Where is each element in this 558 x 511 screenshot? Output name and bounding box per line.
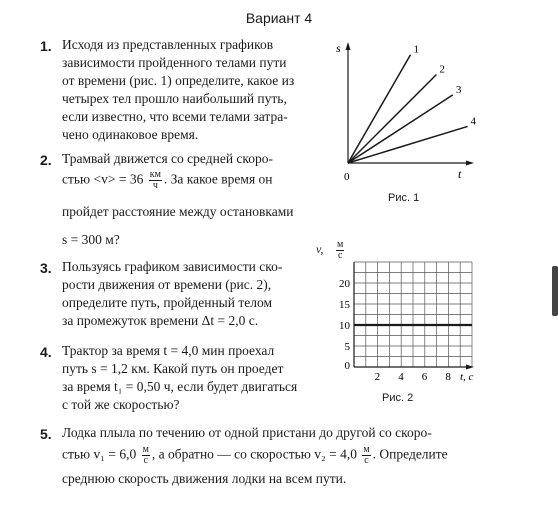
unit-denominator: с [143, 455, 148, 466]
problem-2-line-2 [62, 170, 273, 191]
problem-2-line-3: пройдет расстояние между остановками [62, 204, 294, 219]
y-tick-label: 20 [339, 278, 350, 290]
x-tick-label: 8 [445, 371, 451, 383]
problem-3-line: рости движения от времени (рис. 2), [62, 277, 272, 292]
variant-title: Вариант 4 [245, 10, 313, 26]
series-label: 4 [470, 115, 477, 128]
x-axis-label: t [458, 167, 462, 181]
problem-1-line: четырех тел прошло наибольший путь, [62, 91, 287, 106]
problem-3-line: определите путь, пройденный телом [62, 295, 273, 310]
scrollbar-thumb[interactable] [552, 266, 558, 316]
problem-5-line-2 [62, 445, 448, 466]
problem-5-number: 5. [40, 426, 52, 442]
problem-4-text [62, 342, 297, 414]
problem-2-text: стью <v> = 36 [62, 171, 144, 187]
problem-3-line: за промежуток времени Δt = 2,0 с. [62, 313, 259, 328]
problem-2-line-1: Трамвай движется со средней скоро- [62, 151, 274, 166]
unit-denominator: с [364, 455, 369, 466]
y-axis-label: s [336, 41, 341, 55]
problem-2-text: . За какое время он [163, 171, 273, 187]
problem-3-line: Пользуясь графиком зависимости ско- [62, 259, 283, 274]
problem-1-line: чено одинаковое время. [62, 127, 199, 142]
problem-1-text [62, 36, 294, 144]
figure-2-chart [320, 252, 490, 392]
speed-unit-fraction [362, 445, 370, 466]
x-tick-label: 2 [374, 371, 381, 383]
problem-4-line: путь s = 1,2 км. Какой путь он проедет [62, 361, 284, 376]
figure-2-caption: Рис. 2 [382, 392, 414, 404]
problem-4-line: Трактор за время t = 4,0 мин проехал [62, 343, 275, 358]
speed-unit-fraction [142, 445, 150, 466]
problem-1-line: Исходя из представленных графиков [62, 37, 274, 52]
figure-1-chart [330, 38, 480, 188]
series-label: 2 [439, 63, 445, 76]
problem-4-line: с той же скоростью? [62, 397, 180, 412]
series-lines [348, 44, 477, 163]
y-tick-label: 15 [339, 299, 350, 311]
x-tick-label: 6 [421, 371, 428, 383]
problem-5-line-1: Лодка плыла по течению от одной пристани до другой со скоро- [62, 425, 432, 440]
x-axis-label: t, с [460, 371, 474, 383]
y-axis-arrow [346, 42, 351, 50]
series-line-3 [348, 95, 453, 163]
series-label: 3 [455, 83, 462, 96]
x-tick-label: 4 [398, 371, 404, 383]
fig2-y-axis-label: v, [316, 242, 324, 256]
problem-5-text: , а обратно — со скоростью v₂ = 4,0 [151, 446, 357, 462]
problem-1-line: от времени (рис. 1) определите, какое из [62, 73, 295, 88]
unit-numerator: м [142, 444, 149, 455]
problem-5-line-3: среднюю скорость движения лодки на всем пути. [62, 471, 347, 486]
problem-2-number: 2. [40, 152, 52, 168]
problem-3-number: 3. [40, 260, 52, 276]
problem-4-line: за время t₁ = 0,50 ч, если будет двигаться [62, 379, 298, 394]
x-axis-arrow [466, 365, 474, 370]
problem-1-number: 1. [40, 38, 52, 54]
problem-4-number: 4. [40, 344, 52, 360]
unit-denominator: ч [152, 180, 158, 191]
problem-5-text: . Определите [372, 446, 448, 462]
y-tick-label: 10 [339, 320, 350, 332]
problem-2-line-4: s = 300 м? [62, 232, 120, 247]
grid [354, 262, 472, 367]
unit-numerator: км [149, 169, 161, 180]
x-axis-arrow [466, 161, 474, 166]
origin-label: 0 [344, 171, 350, 183]
problem-3-text [62, 258, 282, 330]
speed-unit-fraction [149, 170, 162, 191]
unit-numerator: м [337, 239, 344, 250]
problem-1-line: если известно, что всеми телами затра- [62, 109, 288, 124]
unit-denominator: с [337, 250, 343, 261]
unit-numerator: м [363, 444, 370, 455]
origin-label: 0 [344, 360, 350, 372]
problem-5-text: стью v₁ = 6,0 [62, 446, 137, 462]
series-label: 1 [413, 43, 419, 56]
problem-1-line: зависимости пройденного телами пути [62, 55, 287, 70]
y-tick-label: 5 [344, 341, 350, 353]
figure-1-caption: Рис. 1 [388, 192, 420, 204]
